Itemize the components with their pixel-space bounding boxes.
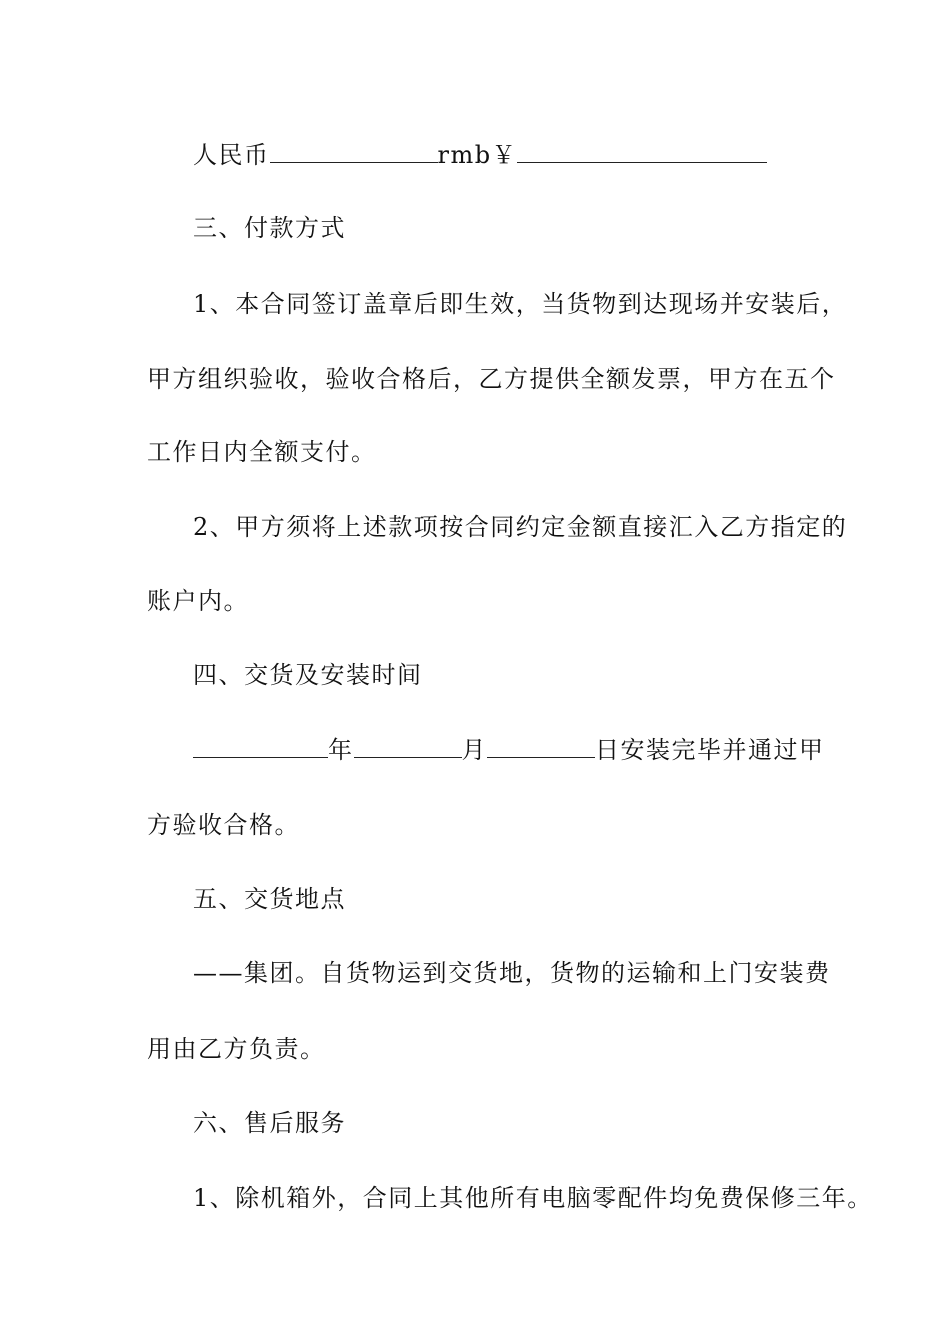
section3-item2-line2: 账户内。 [147,587,249,615]
section5-line2: 用由乙方负责。 [147,1035,326,1063]
section3-item1-line3: 工作日内全额支付。 [147,438,377,466]
section4-line2: 方验收合格。 [147,811,300,839]
amount-blank-figure [517,140,767,163]
section3-item1-line1: 1、本合同签订盖章后即生效，当货物到达现场并安装后， [193,290,848,318]
delivery-date-line [193,735,893,765]
amount-line [193,140,893,170]
section6-heading: 六、售后服务 [193,1109,346,1137]
date-line-tail: 日安装完毕并通过甲 [595,736,825,764]
section3-item1-line2: 甲方组织验收，验收合格后，乙方提供全额发票，甲方在五个 [147,365,836,393]
year-label: 年 [328,736,354,764]
section5-heading: 五、交货地点 [193,885,346,913]
amount-prefix: 人民币 [193,141,270,169]
day-blank [487,735,595,758]
amount-blank-rmb [270,140,438,163]
section4-heading: 四、交货及安装时间 [193,661,423,689]
section6-item1: 1、除机箱外，合同上其他所有电脑零配件均免费保修三年。 [193,1184,873,1212]
month-blank [354,735,462,758]
year-blank [193,735,328,758]
amount-currency-label: rmb￥ [437,141,518,169]
section3-heading: 三、付款方式 [193,214,346,242]
month-label: 月 [461,736,487,764]
section3-item2-line1: 2、甲方须将上述款项按合同约定金额直接汇入乙方指定的 [193,513,848,541]
section5-line1: ——集团。自货物运到交货地，货物的运输和上门安装费 [193,959,831,987]
